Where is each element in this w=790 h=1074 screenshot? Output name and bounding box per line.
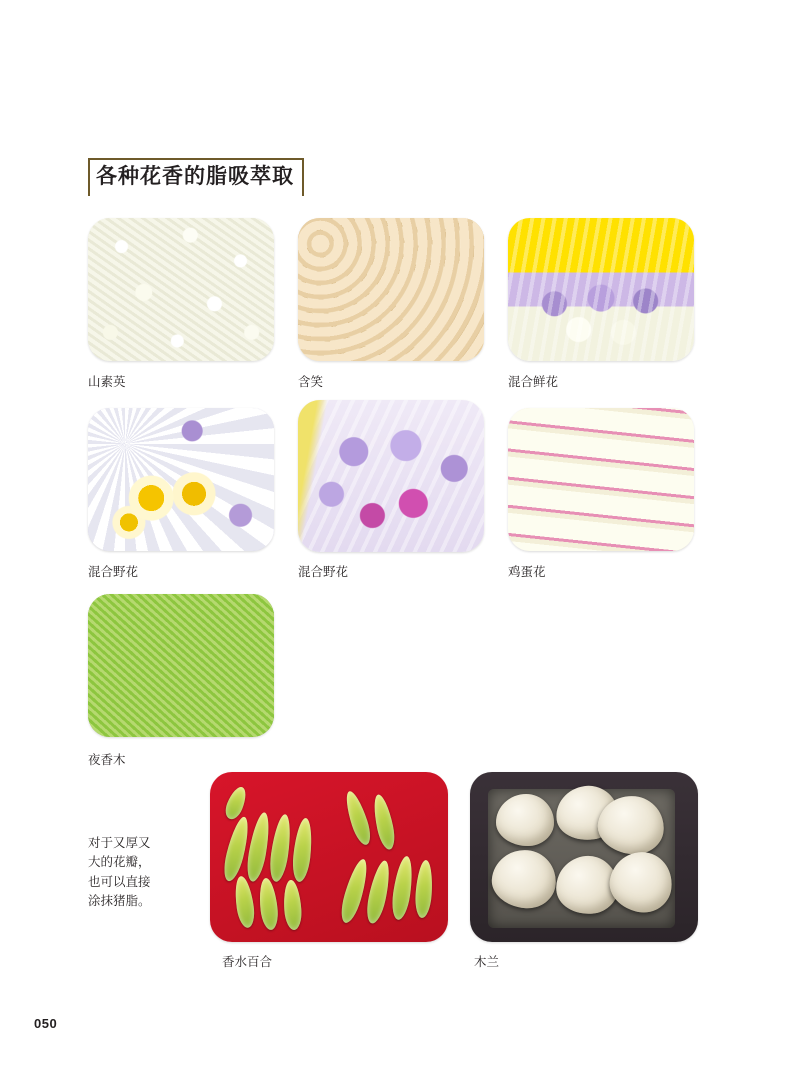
caption-sanxuying: 山素英: [88, 375, 126, 389]
caption-hunhe-yehua-1: 混合野花: [88, 565, 139, 579]
section-heading-label: 各种花香的脂吸萃取: [96, 164, 294, 188]
heading-bracket-right-icon: [302, 158, 304, 196]
caption-yexiangmu: 夜香木: [88, 753, 126, 767]
photo-hunhe-yehua-2: [298, 400, 484, 552]
section-heading-wrapper: [88, 158, 304, 196]
caption-mulan: 木兰: [474, 955, 500, 969]
photo-jidanhua: [508, 408, 694, 551]
photo-sanxuying: [88, 218, 274, 361]
photo-yexiangmu: [88, 594, 274, 737]
photo-hunhe-yehua-2-image: [298, 400, 484, 552]
photo-hunhe-xianhua-image: [508, 218, 694, 361]
photo-hunhe-yehua-1: [88, 408, 274, 551]
photo-mulan-image: [470, 772, 698, 942]
photo-xiangshui-baihe: [210, 772, 448, 942]
photo-hunhe-yehua-1-image: [88, 408, 274, 551]
photo-yexiangmu-image: [88, 594, 274, 737]
caption-xiangshui-baihe: 香水百合: [222, 955, 273, 969]
caption-hanxiao: 含笑: [298, 375, 324, 389]
photo-mulan: [470, 772, 698, 942]
photo-xiangshui-baihe-image: [210, 772, 448, 942]
photo-hanxiao: [298, 218, 484, 361]
body-note: 对于又厚又大的花瓣，也可以直接涂抹猪脂。: [88, 836, 151, 909]
caption-jidanhua: 鸡蛋花: [508, 565, 546, 579]
photo-hanxiao-image: [298, 218, 484, 361]
photo-hunhe-xianhua: [508, 218, 694, 361]
page-number: 050: [34, 1016, 58, 1031]
caption-hunhe-yehua-2: 混合野花: [298, 565, 349, 579]
photo-sanxuying-image: [88, 218, 274, 361]
photo-jidanhua-image: [508, 408, 694, 551]
caption-hunhe-xianhua: 混合鲜花: [508, 375, 559, 389]
section-heading: [88, 158, 304, 196]
